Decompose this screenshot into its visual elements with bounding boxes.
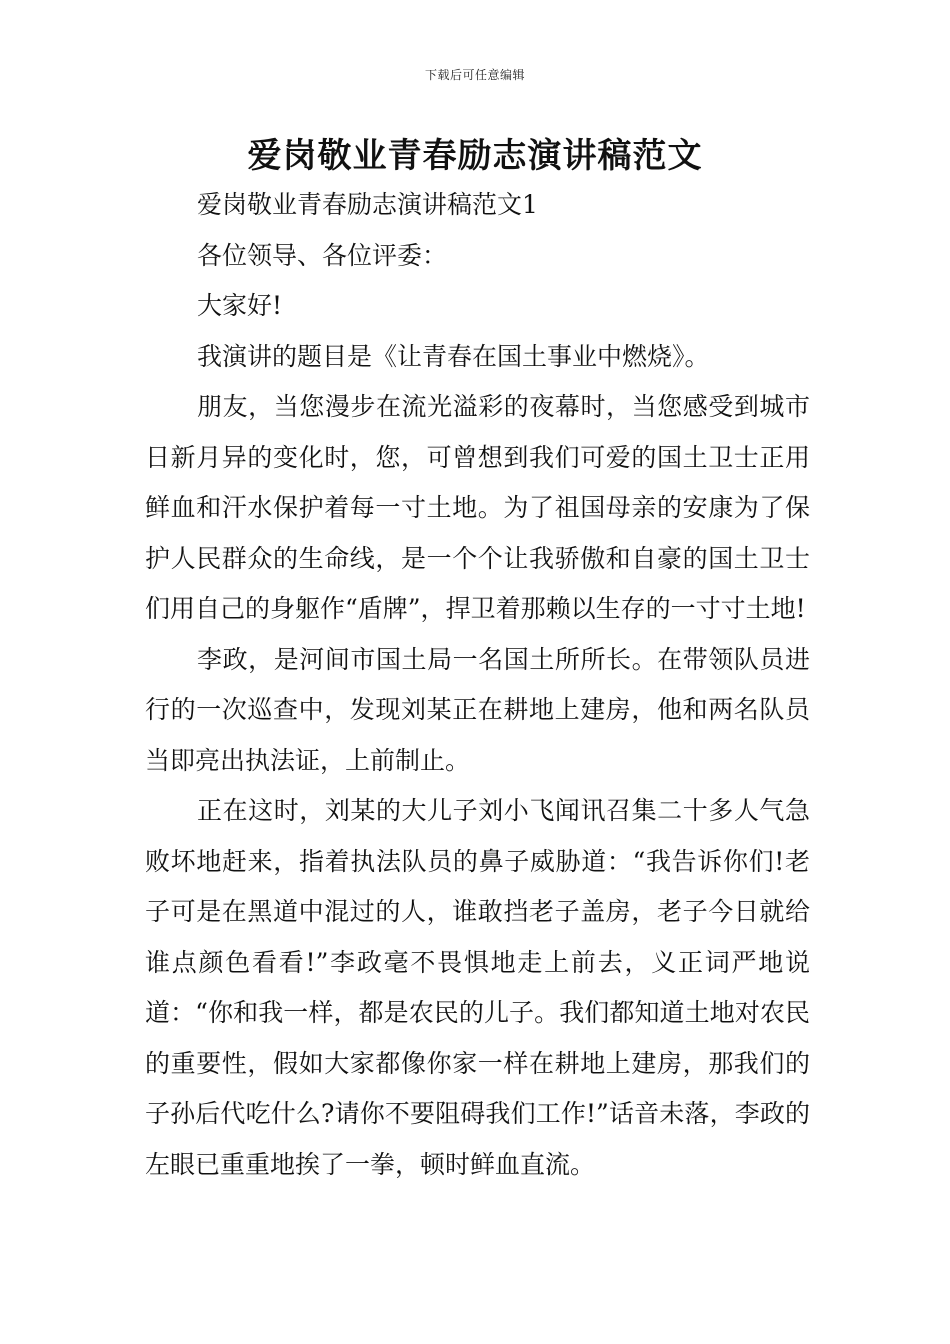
paragraph-greeting: 大家好! bbox=[197, 291, 283, 320]
paragraph-body: 正在这时，刘某的大儿子刘小飞闻讯召集二十多人气急败坏地赶来，指着执法队员的鼻子威胁道：“我告诉你们!老子可是在黑道中混过的人，谁敢挡老子盖房，老子今日就给谁点颜色看看!”李政毫不畏惧地走上前去，义正词严地说道：“你和我一样，都是农民的儿子。我们都知道土地对农民的重要性，假如大家都像你家一样在耕地上建房，那我们的子孙后代吃什么?请你不要阻碍我们工作!”话音未落，李政的左眼已重重地挨了一拳，顿时鲜血直流。 bbox=[145, 796, 810, 1179]
paragraph-body: 朋友，当您漫步在流光溢彩的夜幕时，当您感受到城市日新月异的变化时，您，可曾想到我们可爱的国土卫士正用鲜血和汗水保护着每一寸土地。为了祖国母亲的安康为了保护人民群众的生命线，是一个个让我骄傲和自豪的国土卫士们用自己的身躯作“盾牌”，捍卫着那赖以生存的一寸寸土地! bbox=[145, 392, 810, 623]
document-title: 爱岗敬业青春励志演讲稿范文 bbox=[247, 136, 703, 176]
paragraph-body: 李政，是河间市国土局一名国土所所长。在带领队员进行的一次巡查中，发现刘某正在耕地上建房，他和两名队员当即亮出执法证，上前制止。 bbox=[145, 644, 810, 775]
paragraph-topic: 我演讲的题目是《让青春在国土事业中燃烧》。 bbox=[197, 341, 710, 371]
paragraph-salutation: 各位领导、各位评委： bbox=[197, 240, 448, 270]
document-body bbox=[145, 180, 810, 1190]
paragraph-subtitle: 爱岗敬业青春励志演讲稿范文1 bbox=[197, 190, 538, 219]
header-note: 下载后可任意编辑 bbox=[424, 68, 525, 82]
